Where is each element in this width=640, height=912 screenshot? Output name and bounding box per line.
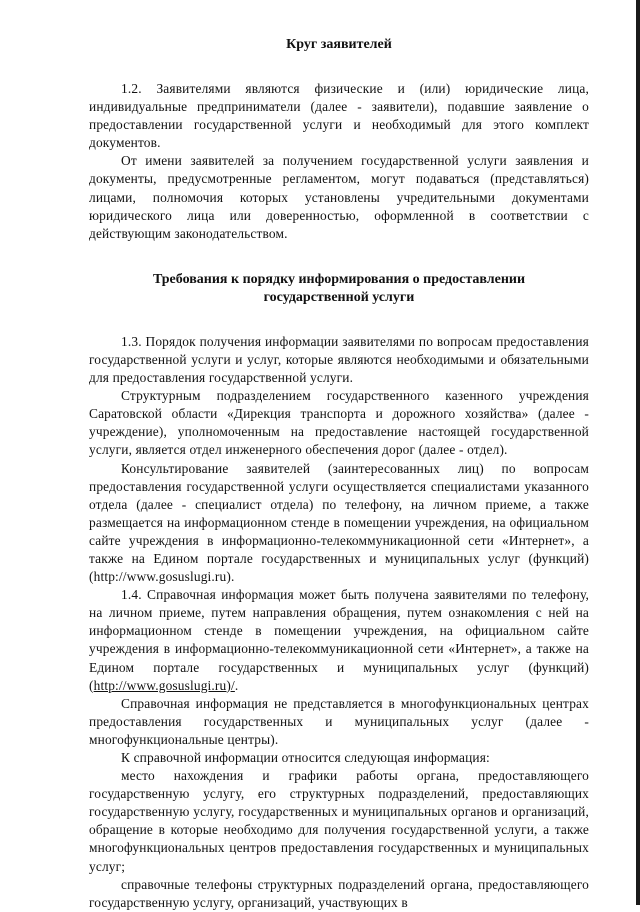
gosuslugi-link[interactable]: http://www.gosuslugi.ru)/ xyxy=(93,677,235,693)
paragraph-reference-info: К справочной информации относится следующая информация: xyxy=(121,750,490,765)
paragraph-location: место нахождения и графики работы органа, предоставляющего государственную услугу, его структурных подразделений, предоставляющих государственную услугу, государственных и муниципальных органов и организаций, обращение в которые необходимо для получения государственной услуги, а также многофункциональных центров предоставления государственных и муниципальных услуг; xyxy=(89,768,589,874)
scan-edge-line xyxy=(636,0,640,905)
section-heading-informing xyxy=(89,271,589,307)
document-content xyxy=(89,36,589,912)
paragraph-1-4-text: 1.4. Справочная информация может быть получена заявителями по телефону, на личном приеме, путем направления обращения, путем ознакомления с ней на информационном стенде в помещении учреждения, на официальном сайте учреждения в информационно-телекоммуникационной сети «Интернет», а также на Едином портале государственных и муниципальных услуг (функций) ( xyxy=(89,587,589,693)
paragraph-representatives: От имени заявителей за получением государственной услуги заявления и документы, предусмотренные регламентом, могут подаваться (представляться) лицами, полномочия которых установлены учредительными документами юридического лица или доверенностью, оформленной в соответствии с действующим законодательством. xyxy=(89,153,589,241)
paragraph-1-3: 1.3. Порядок получения информации заявителями по вопросам предоставления государственной услуги и услуг, которые являются необходимыми и обязательными для предоставления государственной услуги. xyxy=(89,333,589,386)
section-heading-informing-line2: государственной услуги xyxy=(263,289,415,305)
paragraph-structural-unit: Структурным подразделением государственного казенного учреждения Саратовской области «Дирекция транспорта и дорожного хозяйства» (далее - учреждение), уполномоченным на предоставление настоящей государственной услуги, является отдел инженерного обеспечения дорог (далее - отдел). xyxy=(89,388,589,458)
paragraph-1-4 xyxy=(89,586,589,695)
paragraph-phones: справочные телефоны структурных подразделений органа, предоставляющего государственную услугу, организаций, участвующих в xyxy=(89,876,589,910)
section-heading-applicants: Круг заявителей xyxy=(286,37,392,52)
paragraph-mfc: Справочная информация не представляется в многофункциональных центрах предоставления государственных и муниципальных услуг (далее - многофункциональные центры). xyxy=(89,695,589,747)
paragraph-1-2: 1.2. Заявителями являются физические и (или) юридические лица, индивидуальные предприниматели (далее - заявители), подавшие заявление о предоставлении государственной услуги и необходимый для этого комплект документов. xyxy=(89,81,589,151)
paragraph-consulting: Консультирование заявителей (заинтересованных лиц) по вопросам предоставления государственной услуги осуществляется специалистами указанного отдела (далее - специалист отдела) по телефону, на личном приеме, а также размещается на информационном стенде в помещении учреждения, на официальном сайте учреждения в информационно-телекоммуникационной сети «Интернет», а также на Едином портале государственных и муниципальных услуг (функций) (http://www.gosuslugi.ru). xyxy=(89,460,589,585)
paragraph-1-4-end: . xyxy=(234,677,239,693)
section-heading-informing-line1: Требования к порядку информирования о предоставлении xyxy=(152,271,526,287)
